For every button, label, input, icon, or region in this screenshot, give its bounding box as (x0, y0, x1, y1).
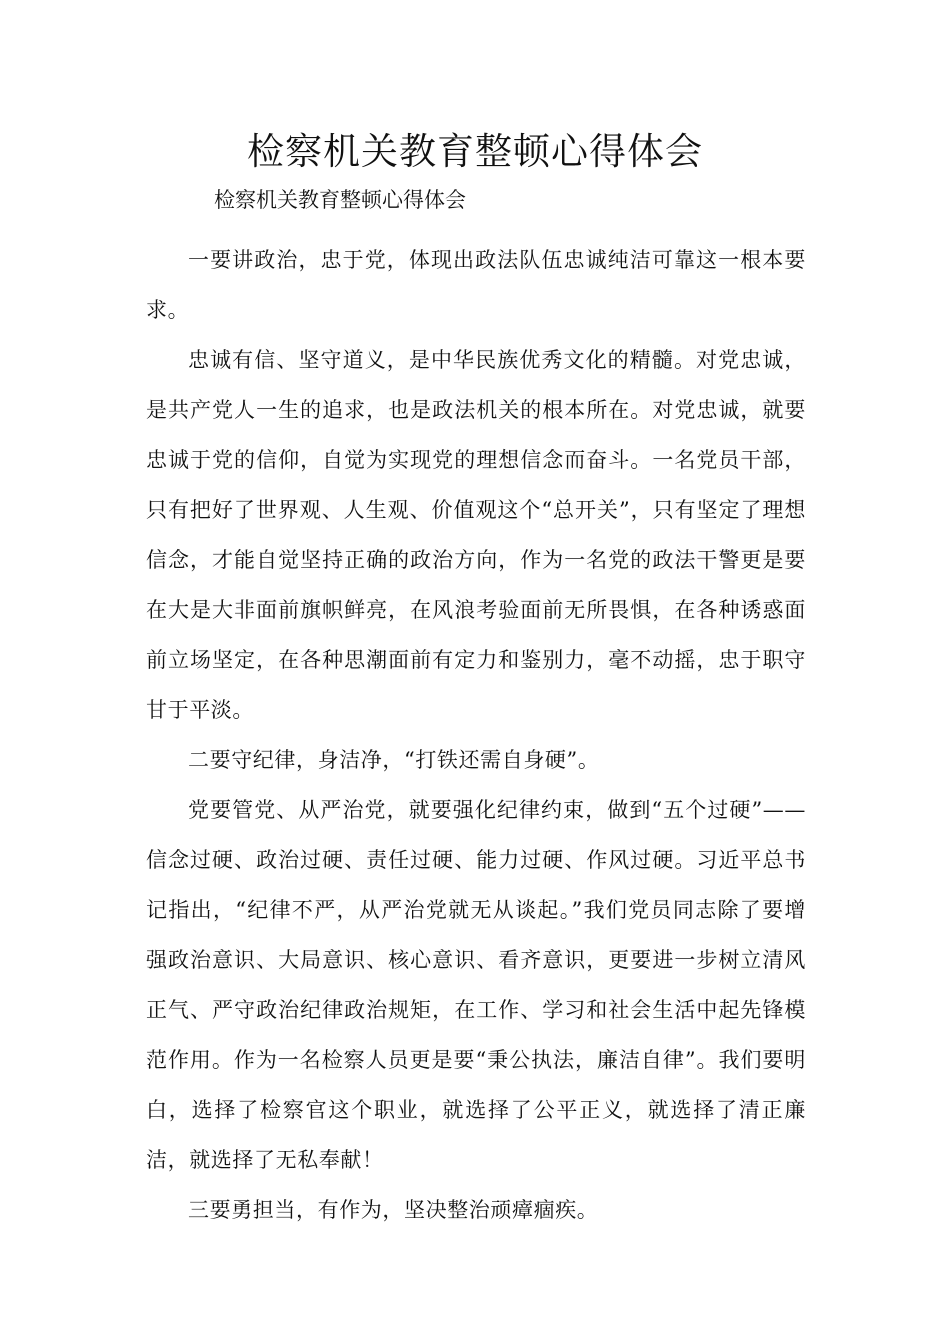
document-subtitle: 检察机关教育整顿心得体会 (214, 188, 466, 212)
paragraph: 忠诚有信、坚守道义，是中华民族优秀文化的精髓。对党忠诚，是共产党人一生的追求，也是政法机关的根本所在。对党忠诚，就要忠诚于党的信仰，自觉为实现党的理想信念而奋斗。一名党员干部，只有把好了世界观、人生观、价值观这个“总开关”，只有坚定了理想信念，才能自觉坚持正确的政治方向，作为一名党的政法干警更是要在大是大非面前旗帜鲜亮，在风浪考验面前无所畏惧，在各种诱惑面前立场坚定，在各种思潮面前有定力和鉴别力，毫不动摇，忠于职守甘于平淡。 (146, 348, 806, 722)
paragraph: 二要守纪律，身洁净，“打铁还需自身硬”。 (188, 748, 600, 772)
document-title: 检察机关教育整顿心得体会 (247, 130, 703, 173)
paragraph: 党要管党、从严治党，就要强化纪律约束，做到“五个过硬”——信念过硬、政治过硬、责任过硬、能力过硬、作风过硬。习近平总书记指出，“纪律不严，从严治党就无从谈起。”我们党员同志除了要增强政治意识、大局意识、核心意识、看齐意识，更要进一步树立清风正气、严守政治纪律政治规矩，在工作、学习和社会生活中起先锋模范作用。作为一名检察人员更是要“秉公执法，廉洁自律”。我们要明白，选择了检察官这个职业，就选择了公平正义，就选择了清正廉洁，就选择了无私奉献！ (146, 798, 806, 1172)
paragraph: 一要讲政治，忠于党，体现出政法队伍忠诚纯洁可靠这一根本要求。 (146, 248, 806, 322)
document-body (146, 235, 806, 1235)
paragraph: 三要勇担当，有作为，坚决整治顽瘴痼疾。 (188, 1198, 599, 1222)
